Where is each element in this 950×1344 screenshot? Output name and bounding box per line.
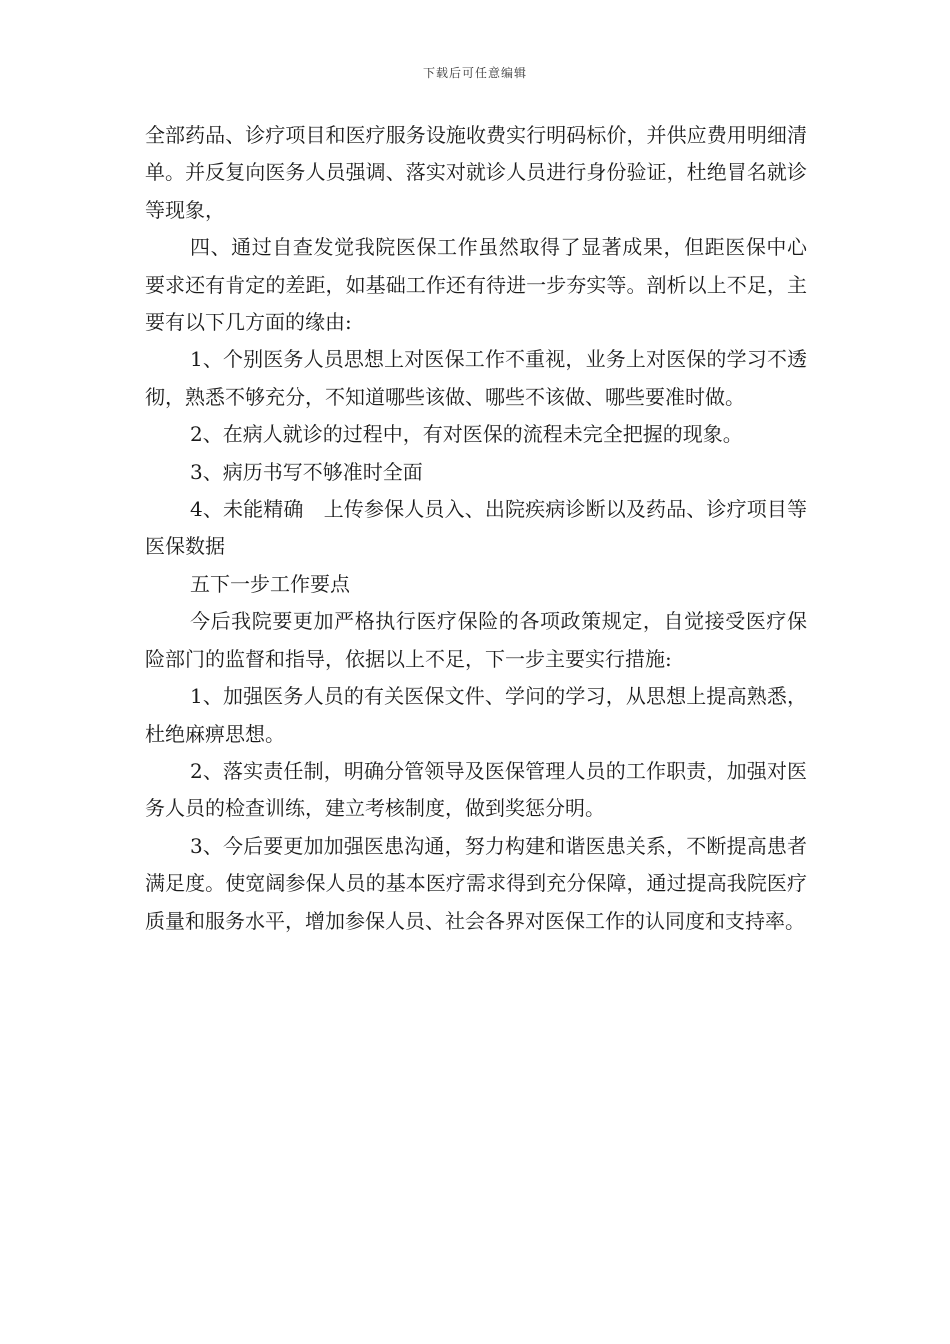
paragraph-10: 2、落实责任制，明确分管领导及医保管理人员的工作职责，加强对医务人员的检查训练，建立考核制度，做到奖惩分明。 xyxy=(145,758,807,821)
paragraph-1: 全部药品、诊疗项目和医疗服务设施收费实行明码标价，并供应费用明细清单。并反复向医务人员强调、落实对就诊人员进行身份验证，杜绝冒名就诊等现象， xyxy=(145,123,807,222)
paragraph-4: 2、在病人就诊的过程中，有对医保的流程未完全把握的现象。 xyxy=(190,422,743,447)
paragraph-9: 1、加强医务人员的有关医保文件、学问的学习，从思想上提高熟悉，杜绝麻痹思想。 xyxy=(145,684,807,746)
paragraph-8: 今后我院要更加严格执行医疗保险的各项政策规定，自觉接受医疗保险部门的监督和指导，依据以上不足，下一步主要实行措施: xyxy=(145,609,807,671)
paragraph-11: 3、今后要更加加强医患沟通，努力构建和谐医患关系，不断提高患者满足度。使宽阔参保人员的基本医疗需求得到充分保障，通过提高我院医疗质量和服务水平，增加参保人员、社会各界对医保工作的认同度和支持率。 xyxy=(145,833,807,933)
header-note: 下载后可任意编辑 xyxy=(422,66,527,80)
paragraph-2: 四、通过自查发觉我院医保工作虽然取得了显著成果，但距医保中心要求还有肯定的差距，如基础工作还有待进一步夯实等。剖析以上不足，主要有以下几方面的缘由: xyxy=(145,235,807,335)
paragraph-7: 五下一步工作要点 xyxy=(190,571,350,596)
document-body xyxy=(145,117,807,940)
paragraph-5: 3、病历书写不够准时全面 xyxy=(190,459,423,484)
paragraph-3: 1、个别医务人员思想上对医保工作不重视，业务上对医保的学习不透彻，熟悉不够充分，不知道哪些该做、哪些不该做、哪些要准时做。 xyxy=(145,347,807,409)
paragraph-6: 4、未能精确 上传参保人员入、出院疾病诊断以及药品、诊疗项目等医保数据 xyxy=(145,497,807,559)
